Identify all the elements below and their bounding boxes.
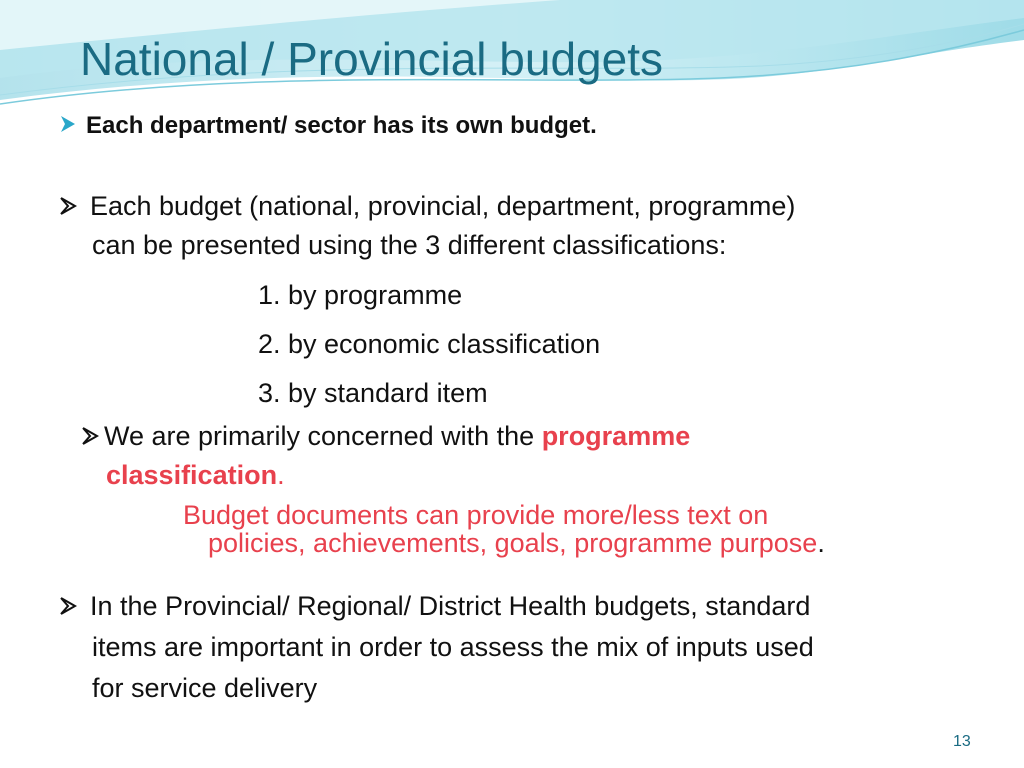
bullet-text-continued: items are important in order to assess the mix of inputs used [92, 632, 814, 662]
list-item: 2. by economic classification [258, 329, 601, 359]
bullet-text: Each department/ sector has its own budget. [86, 112, 597, 139]
bullet-classifications [58, 191, 795, 222]
note-text: policies, achievements, goals, programme purpose [208, 528, 818, 558]
emphasis-text: programme [541, 421, 691, 451]
bullet-department-budget [58, 112, 597, 140]
arrow-bullet-icon [58, 196, 78, 216]
arrow-bullet-icon [58, 114, 78, 134]
arrow-bullet-icon [80, 426, 100, 446]
note-line [208, 528, 825, 559]
bullet-standard-items [58, 591, 810, 622]
bullet-text-continued: can be presented using the 3 different classifications: [92, 230, 727, 260]
arrow-bullet-icon [58, 596, 78, 616]
bullet-text: In the Provincial/ Regional/ District Health budgets, standard [90, 591, 811, 621]
list-item: 1. by programme [258, 280, 463, 310]
bullet-text-continued: for service delivery [92, 673, 318, 703]
bullet-text-continued [106, 460, 285, 491]
bullet-programme-focus [80, 421, 690, 452]
emphasis-text: classification [106, 460, 278, 490]
slide-title: National / Provincial budgets [80, 33, 663, 85]
period: . [817, 528, 825, 558]
bullet-text: Each budget (national, provincial, department, programme) [90, 191, 796, 221]
note-line: Budget documents can provide more/less text on [183, 500, 769, 530]
list-item: 3. by standard item [258, 378, 488, 408]
period: . [277, 460, 285, 490]
bullet-text: We are primarily concerned with the [104, 421, 542, 451]
page-number: 13 [953, 733, 971, 750]
